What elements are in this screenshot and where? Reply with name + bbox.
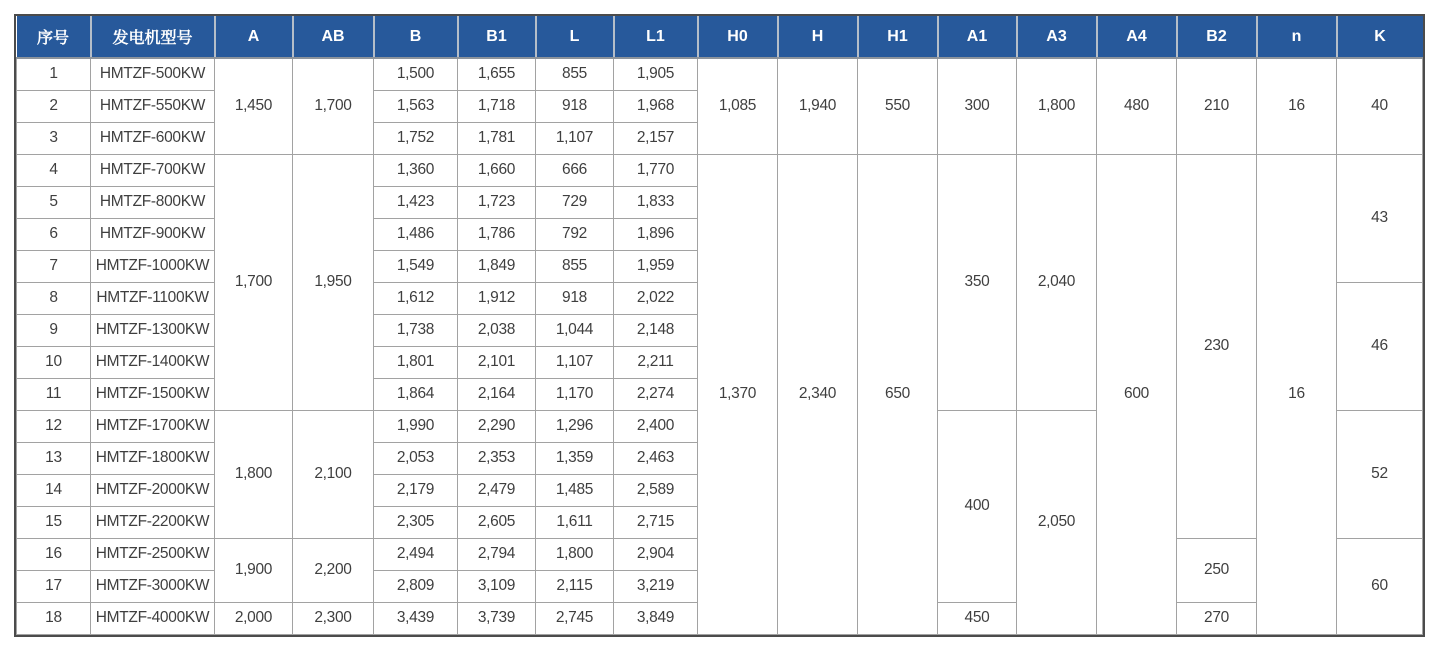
table-cell: 2,148 — [614, 314, 698, 346]
table-cell: 1,700 — [293, 58, 374, 154]
table-cell: 11 — [17, 378, 91, 410]
table-cell: 2,809 — [374, 570, 458, 602]
table-cell: 1,900 — [215, 538, 293, 602]
table-cell: 16 — [1257, 154, 1337, 634]
table-cell: 1,864 — [374, 378, 458, 410]
table-cell: 1,738 — [374, 314, 458, 346]
table-cell: 2,715 — [614, 506, 698, 538]
table-cell: 2,340 — [778, 154, 858, 634]
column-header-n: n — [1257, 16, 1337, 58]
table-cell: HMTZF-4000KW — [91, 602, 215, 634]
table-cell: HMTZF-1800KW — [91, 442, 215, 474]
table-cell: 1,849 — [458, 250, 536, 282]
table-cell: 2,605 — [458, 506, 536, 538]
table-cell: 17 — [17, 570, 91, 602]
table-cell: HMTZF-1000KW — [91, 250, 215, 282]
table-cell: 1,912 — [458, 282, 536, 314]
table-cell: 6 — [17, 218, 91, 250]
header-row — [17, 16, 1423, 58]
table-cell: 14 — [17, 474, 91, 506]
table-cell: 1,718 — [458, 90, 536, 122]
table-cell: 2,100 — [293, 410, 374, 538]
table-cell: 16 — [17, 538, 91, 570]
table-cell: HMTZF-500KW — [91, 58, 215, 90]
table-cell: 43 — [1337, 154, 1423, 282]
table-cell: HMTZF-1300KW — [91, 314, 215, 346]
table-cell: 2,101 — [458, 346, 536, 378]
column-header-ab: AB — [293, 16, 374, 58]
table-cell: HMTZF-1500KW — [91, 378, 215, 410]
table-cell: 450 — [938, 602, 1017, 634]
column-header-b1: B1 — [458, 16, 536, 58]
table-cell: HMTZF-1400KW — [91, 346, 215, 378]
table-cell: 2,794 — [458, 538, 536, 570]
table-cell: 2,022 — [614, 282, 698, 314]
table-cell: 1,370 — [698, 154, 778, 634]
table-cell: 5 — [17, 186, 91, 218]
table-cell: 2,479 — [458, 474, 536, 506]
table-cell: 300 — [938, 58, 1017, 154]
table-cell: 1,359 — [536, 442, 614, 474]
table-cell: 1,950 — [293, 154, 374, 410]
table-cell: 918 — [536, 282, 614, 314]
table-cell: 1,968 — [614, 90, 698, 122]
table-cell: 2,053 — [374, 442, 458, 474]
table-cell: HMTZF-1700KW — [91, 410, 215, 442]
column-header-l: L — [536, 16, 614, 58]
table-cell: 1,044 — [536, 314, 614, 346]
table-cell: 9 — [17, 314, 91, 346]
table-cell: 2,353 — [458, 442, 536, 474]
table-cell: 400 — [938, 410, 1017, 602]
table-cell: 230 — [1177, 154, 1257, 538]
table-cell: 2,463 — [614, 442, 698, 474]
column-header-a1: A1 — [938, 16, 1017, 58]
table-cell: 1,085 — [698, 58, 778, 154]
table-cell: 2,274 — [614, 378, 698, 410]
table-cell: 1,786 — [458, 218, 536, 250]
table-cell: 2,179 — [374, 474, 458, 506]
column-header-h: H — [778, 16, 858, 58]
table-cell: 792 — [536, 218, 614, 250]
table-cell: 2,305 — [374, 506, 458, 538]
column-header-a: A — [215, 16, 293, 58]
table-cell: 16 — [1257, 58, 1337, 154]
table-cell: 1,170 — [536, 378, 614, 410]
table-cell: HMTZF-700KW — [91, 154, 215, 186]
column-header-b2: B2 — [1177, 16, 1257, 58]
table-cell: 52 — [1337, 410, 1423, 538]
table-cell: 15 — [17, 506, 91, 538]
column-header-a4: A4 — [1097, 16, 1177, 58]
table-row-1 — [17, 58, 1423, 90]
table-cell: 1,990 — [374, 410, 458, 442]
table-cell: 3,109 — [458, 570, 536, 602]
table-cell: 1,486 — [374, 218, 458, 250]
table-cell: HMTZF-2500KW — [91, 538, 215, 570]
table-cell: 40 — [1337, 58, 1423, 154]
table-cell: 250 — [1177, 538, 1257, 602]
table-cell: 1,700 — [215, 154, 293, 410]
table-cell: 855 — [536, 250, 614, 282]
table-cell: 46 — [1337, 282, 1423, 410]
table-cell: 1,107 — [536, 122, 614, 154]
table-cell: HMTZF-1100KW — [91, 282, 215, 314]
table-cell: 729 — [536, 186, 614, 218]
table-cell: 2,000 — [215, 602, 293, 634]
table-cell: 1,612 — [374, 282, 458, 314]
table-cell: 1,360 — [374, 154, 458, 186]
table-cell: 550 — [858, 58, 938, 154]
table-cell: 2,115 — [536, 570, 614, 602]
table-cell: 4 — [17, 154, 91, 186]
table-cell: 2,200 — [293, 538, 374, 602]
table-cell: 10 — [17, 346, 91, 378]
column-header-h1: H1 — [858, 16, 938, 58]
table-cell: 1,833 — [614, 186, 698, 218]
table-cell: HMTZF-2000KW — [91, 474, 215, 506]
table-cell: 1,940 — [778, 58, 858, 154]
table-cell: 210 — [1177, 58, 1257, 154]
table-cell: 1,800 — [215, 410, 293, 538]
table-cell: 1,752 — [374, 122, 458, 154]
table-cell: 1,549 — [374, 250, 458, 282]
table-cell: 2 — [17, 90, 91, 122]
table-cell: HMTZF-600KW — [91, 122, 215, 154]
table-cell: 1,500 — [374, 58, 458, 90]
table-cell: 2,589 — [614, 474, 698, 506]
table-cell: 3,439 — [374, 602, 458, 634]
table-cell: 1,896 — [614, 218, 698, 250]
table-cell: 1 — [17, 58, 91, 90]
table-cell: 2,300 — [293, 602, 374, 634]
table-cell: 1,563 — [374, 90, 458, 122]
table-cell: 60 — [1337, 538, 1423, 634]
column-header-k: K — [1337, 16, 1423, 58]
table-cell: 2,745 — [536, 602, 614, 634]
table-cell: 1,296 — [536, 410, 614, 442]
table-cell: 1,723 — [458, 186, 536, 218]
table-cell: 1,781 — [458, 122, 536, 154]
table-row-4 — [17, 154, 1423, 186]
table-cell: 1,800 — [1017, 58, 1097, 154]
table-cell: 1,660 — [458, 154, 536, 186]
table-cell: 1,611 — [536, 506, 614, 538]
generator-dimensions-table — [16, 16, 1423, 635]
table-cell: 270 — [1177, 602, 1257, 634]
table-cell: 7 — [17, 250, 91, 282]
table-cell: 3,739 — [458, 602, 536, 634]
table-cell: 480 — [1097, 58, 1177, 154]
table-cell: 2,904 — [614, 538, 698, 570]
table-cell: 918 — [536, 90, 614, 122]
table-cell: 3,849 — [614, 602, 698, 634]
table-cell: 855 — [536, 58, 614, 90]
table-cell: 1,485 — [536, 474, 614, 506]
table-cell: 2,038 — [458, 314, 536, 346]
table-cell: 1,770 — [614, 154, 698, 186]
table-cell: HMTZF-900KW — [91, 218, 215, 250]
table-cell: HMTZF-3000KW — [91, 570, 215, 602]
table-cell: 1,959 — [614, 250, 698, 282]
table-cell: 1,801 — [374, 346, 458, 378]
table-cell: 3,219 — [614, 570, 698, 602]
table-cell: 1,107 — [536, 346, 614, 378]
table-cell: 1,423 — [374, 186, 458, 218]
column-header-index: 序号 — [17, 16, 91, 58]
column-header-h0: H0 — [698, 16, 778, 58]
table-cell: 2,290 — [458, 410, 536, 442]
table-cell: 350 — [938, 154, 1017, 410]
table-cell: HMTZF-2200KW — [91, 506, 215, 538]
table-cell: 2,040 — [1017, 154, 1097, 410]
generator-dimensions-table-container — [14, 14, 1425, 637]
table-cell: 1,655 — [458, 58, 536, 90]
table-cell: 2,211 — [614, 346, 698, 378]
table-cell: 600 — [1097, 154, 1177, 634]
table-cell: 666 — [536, 154, 614, 186]
column-header-b: B — [374, 16, 458, 58]
table-cell: 12 — [17, 410, 91, 442]
table-cell: 2,157 — [614, 122, 698, 154]
table-cell: 3 — [17, 122, 91, 154]
column-header-a3: A3 — [1017, 16, 1097, 58]
table-cell: 8 — [17, 282, 91, 314]
table-cell: 2,400 — [614, 410, 698, 442]
table-cell: 13 — [17, 442, 91, 474]
table-cell: 1,905 — [614, 58, 698, 90]
table-cell: HMTZF-800KW — [91, 186, 215, 218]
column-header-model: 发电机型号 — [91, 16, 215, 58]
table-cell: 2,494 — [374, 538, 458, 570]
table-header — [17, 16, 1423, 58]
table-cell: 2,050 — [1017, 410, 1097, 634]
table-body — [17, 58, 1423, 634]
table-cell: 650 — [858, 154, 938, 634]
table-cell: 18 — [17, 602, 91, 634]
table-cell: 1,800 — [536, 538, 614, 570]
table-cell: HMTZF-550KW — [91, 90, 215, 122]
table-cell: 1,450 — [215, 58, 293, 154]
column-header-l1: L1 — [614, 16, 698, 58]
table-cell: 2,164 — [458, 378, 536, 410]
